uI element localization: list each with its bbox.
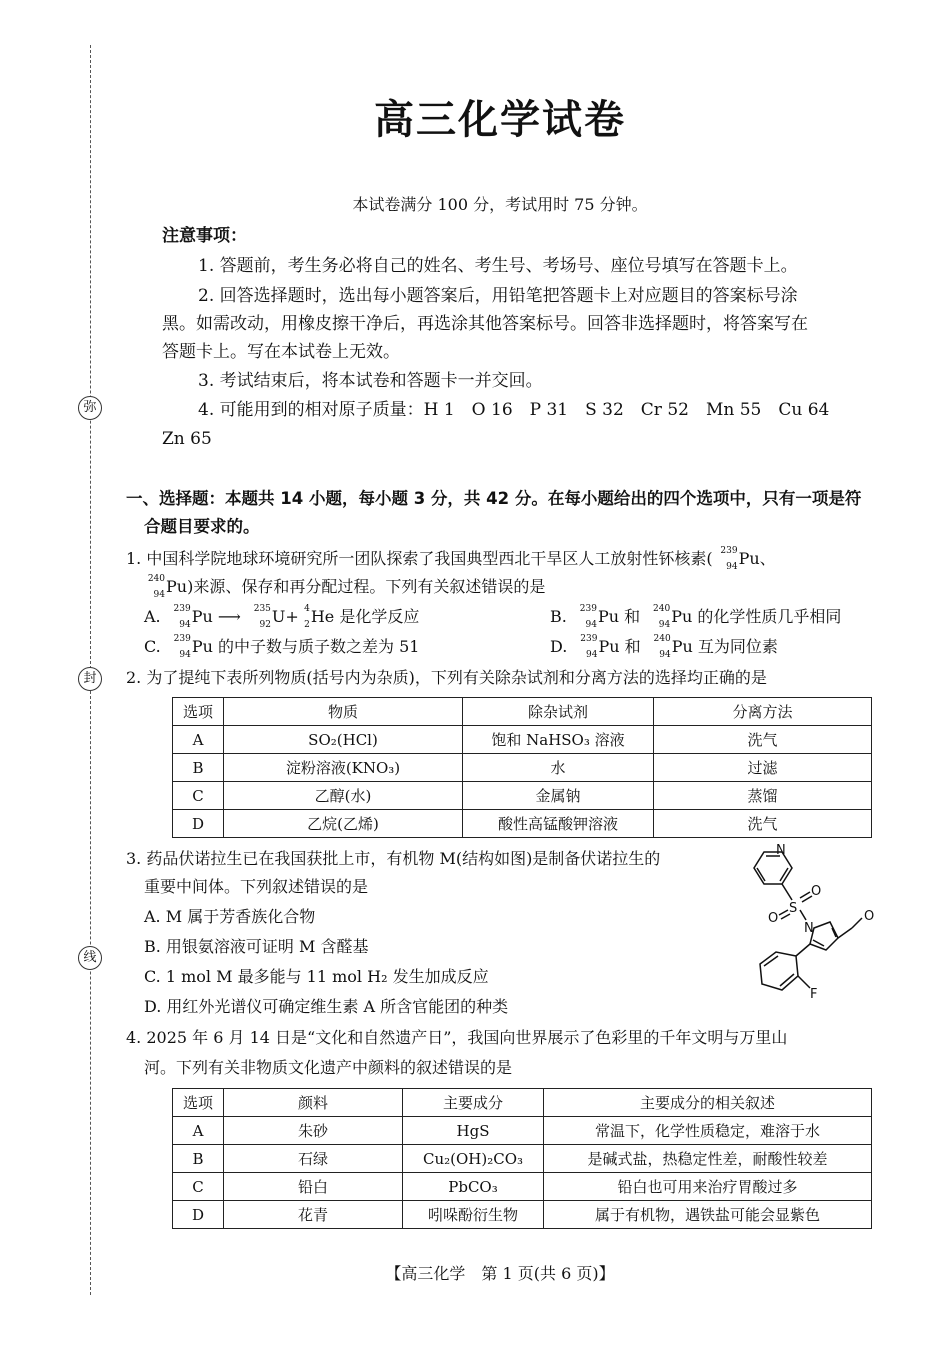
q1-option-b: B. 239 94 Pu 和 240 94 Pu 的化学性质几乎相同: [550, 604, 842, 630]
pyridine-ring: [754, 852, 792, 884]
q1-stem-text: 1. 中国科学院地球环境研究所一团队探索了我国典型西北干旱区人工放射性钚核素(: [126, 549, 713, 568]
q4-table: [172, 1088, 872, 1229]
nuclide-pu239: 239 94: [720, 546, 738, 572]
q2-stem: 2. 为了提纯下表所列物质(括号内为杂质)，下列有关除杂试剂和分离方法的选择均正确的是: [126, 668, 767, 687]
q1-stem-line1: 1. 中国科学院地球环境研究所一团队探索了我国典型西北干旱区人工放射性钚核素( 239 94 Pu、: [126, 546, 776, 572]
page-title: 高三化学试卷: [374, 97, 626, 143]
q3-option-d: D. 用红外光谱仪可确定维生素 A 所含官能团的种类: [144, 997, 509, 1016]
q3-option-a: A. M 属于芳香族化合物: [144, 907, 316, 926]
q3-option-c: C. 1 mol M 最多能与 11 mol H₂ 发生加成反应: [144, 967, 489, 986]
q3-stem-line2: 重要中间体。下列叙述错误的是: [144, 877, 369, 896]
q1-stem-line2: 240 94 Pu)来源、保存和再分配过程。下列有关叙述错误的是: [140, 576, 545, 598]
note-1: 1. 答题前，考生务必将自己的姓名、考生号、考场号、座位号填写在答题卡上。: [198, 256, 798, 276]
sulfonyl-oxygen-label: O: [768, 911, 779, 926]
table-row: C 铅白 PbCO₃ 铅白也可用来治疗胃酸过多: [173, 1173, 872, 1201]
table-row: B 石绿 Cu₂(OH)₂CO₃ 是碱式盐，热稳定性差，耐酸性较差: [173, 1145, 872, 1173]
molecule-structure: [730, 840, 890, 1000]
table-header-cell: 选项: [173, 1089, 224, 1117]
pyridine-nitrogen-label: N: [776, 843, 786, 858]
note-2-line2: 黑。如需改动，用橡皮擦干净后，再选涂其他答案标号。回答非选择题时，将答案写在: [162, 314, 808, 334]
gutter-mark-xian: 线: [78, 946, 102, 970]
table-row: C 乙醇(水) 金属钠 蒸馏: [173, 782, 872, 810]
note-2-line1: 2. 回答选择题时，选出每小题答案后，用铅笔把答题卡上对应题目的答案标号涂: [198, 286, 798, 306]
note-2-line3: 答题卡上。写在本试卷上无效。: [162, 342, 400, 362]
table-header-cell: 物质: [224, 698, 463, 726]
table-header-cell: 选项: [173, 698, 224, 726]
table-header-cell: 颜料: [224, 1089, 403, 1117]
q1-option-c: C. 239 94 Pu 的中子数与质子数之差为 51: [144, 634, 420, 660]
table-row: A SO₂(HCl) 饱和 NaHSO₃ 溶液 洗气: [173, 726, 872, 754]
sulfonyl-oxygen-label: O: [811, 884, 822, 899]
notes-heading: 注意事项：: [162, 226, 247, 246]
page-footer: 【高三化学 第 1 页(共 6 页)】: [385, 1264, 615, 1283]
pyrrole-nitrogen-label: N: [804, 921, 814, 936]
gutter-mark-mi: 弥: [78, 396, 102, 420]
sulfur-label: S: [789, 901, 798, 916]
table-header-row: [173, 698, 872, 726]
note-4-line2: Zn 65: [162, 429, 212, 449]
section-heading-line1: 一、选择题：本题共 14 小题，每小题 3 分，共 42 分。在每小题给出的四个选项中，只有一项是符: [126, 489, 862, 508]
aldehyde-oxygen-label: O: [864, 909, 875, 924]
table-header-row: [173, 1089, 872, 1117]
note-3: 3. 考试结束后，将本试卷和答题卡一并交回。: [198, 371, 543, 391]
table-header-cell: 分离方法: [654, 698, 872, 726]
section-heading-line2: 合题目要求的。: [144, 517, 260, 536]
q3-stem-line1: 3. 药品伏诺拉生已在我国获批上市，有机物 M(结构如图)是制备伏诺拉生的: [126, 849, 661, 868]
q2-table: [172, 697, 872, 838]
table-row: D 乙烷(乙烯) 酸性高锰酸钾溶液 洗气: [173, 810, 872, 838]
q4-stem-line2: 河。下列有关非物质文化遗产中颜料的叙述错误的是: [144, 1058, 513, 1077]
table-row: B 淀粉溶液(KNO₃) 水 过滤: [173, 754, 872, 782]
table-row: A 朱砂 HgS 常温下，化学性质稳定，难溶于水: [173, 1117, 872, 1145]
gutter-mark-feng: 封: [78, 667, 102, 691]
exam-subtitle: 本试卷满分 100 分，考试用时 75 分钟。: [352, 195, 648, 214]
nuclide-pu240: 240 94: [147, 574, 165, 600]
note-4-line1: 4. 可能用到的相对原子质量：H 1 O 16 P 31 S 32 Cr 52 Mn 55 Cu 64: [198, 400, 830, 420]
q4-stem-line1: 4. 2025 年 6 月 14 日是“文化和自然遗产日”，我国向世界展示了色彩里的千年文明与万里山: [126, 1028, 788, 1047]
q1-option-d: D. 239 94 Pu 和 240 94 Pu 互为同位素: [550, 634, 778, 660]
table-header-cell: 主要成分: [403, 1089, 544, 1117]
table-header-cell: 主要成分的相关叙述: [544, 1089, 872, 1117]
q1-option-a: A. 239 94 Pu ⟶ 235 92 U+ 4 2 He 是化学反应: [144, 604, 420, 630]
table-row: D 花青 吲哚酚衍生物 属于有机物，遇铁盐可能会显紫色: [173, 1201, 872, 1229]
fluorine-label: F: [810, 987, 818, 1000]
table-header-cell: 除杂试剂: [463, 698, 654, 726]
q3-option-b: B. 用银氨溶液可证明 M 含醛基: [144, 937, 369, 956]
fluorophenyl-ring: [760, 952, 798, 990]
